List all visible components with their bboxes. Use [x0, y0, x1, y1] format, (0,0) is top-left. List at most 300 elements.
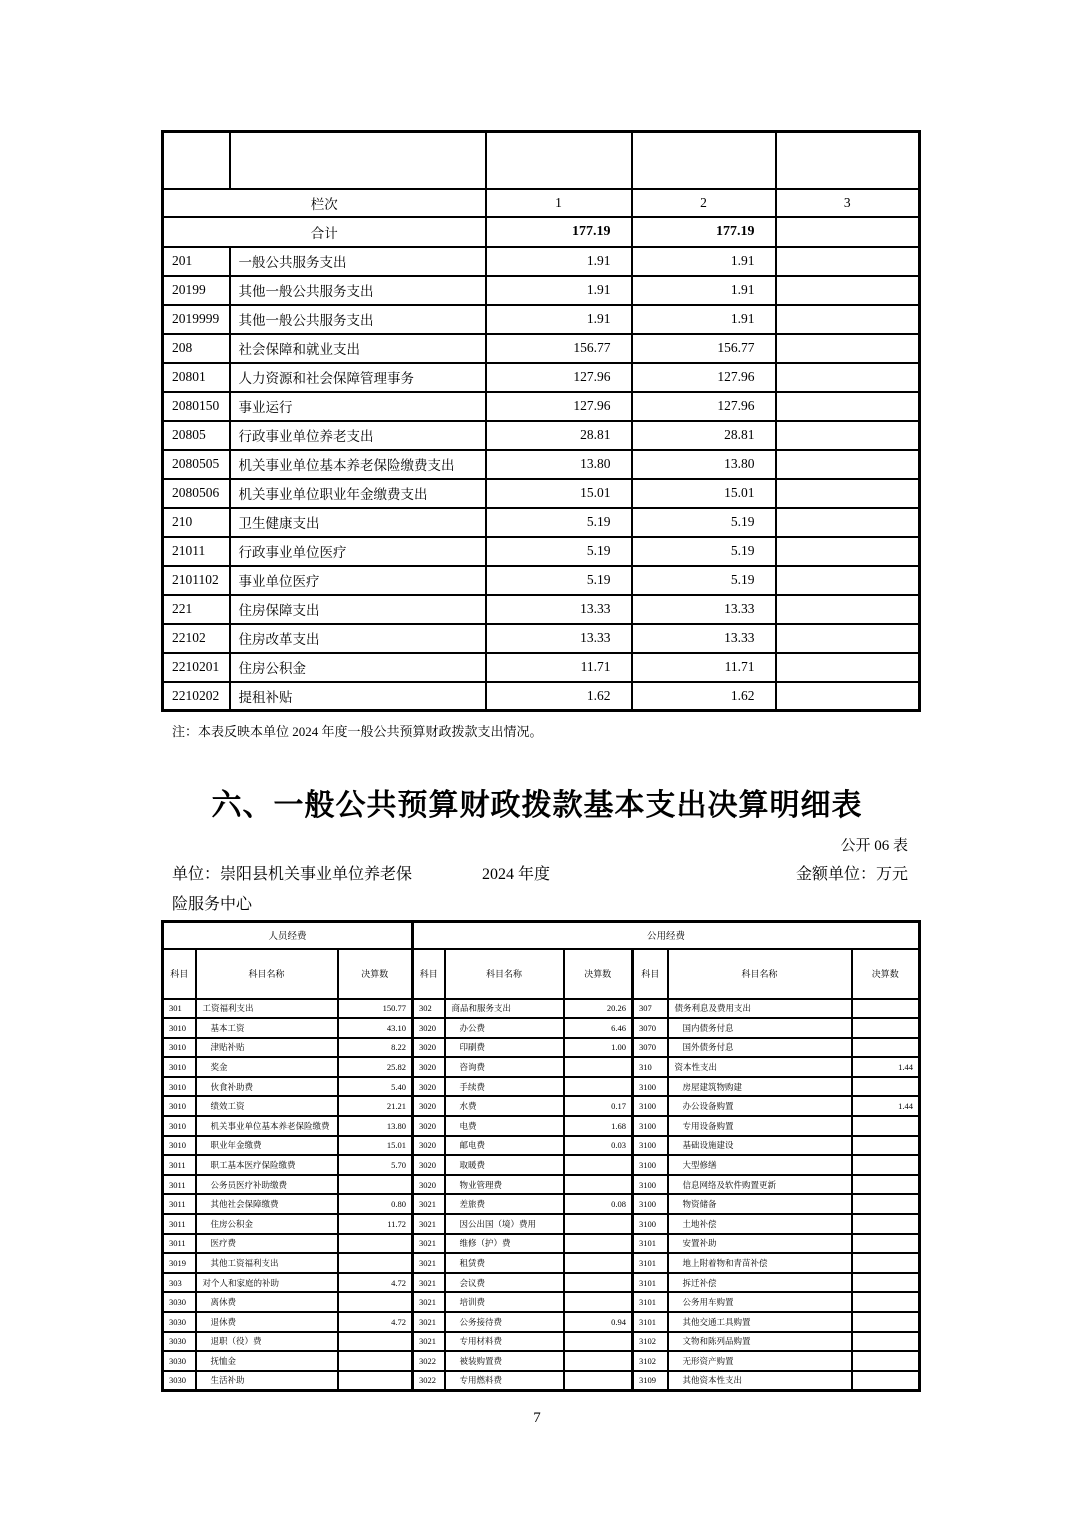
subject-code-cell: 3101 — [633, 1292, 668, 1312]
amount-cell — [776, 363, 920, 392]
subject-code-cell: 3102 — [633, 1332, 668, 1352]
amount-cell — [564, 1077, 633, 1097]
subject-code-cell: 3011 — [163, 1175, 196, 1195]
amount-cell — [564, 1273, 633, 1293]
final-amount-header: 决算数 — [852, 949, 920, 999]
subject-code-cell: 3100 — [633, 1096, 668, 1116]
amount-cell — [852, 1351, 920, 1371]
table-row — [163, 1057, 920, 1077]
subject-name-cell: 职工基本医疗保险缴费 — [196, 1155, 338, 1175]
column-number: 3 — [776, 189, 920, 217]
table-row — [163, 1175, 920, 1195]
subject-code-cell: 3070 — [633, 1038, 668, 1058]
subject-name-header: 科目名称 — [668, 949, 852, 999]
lanci-label: 栏次 — [163, 189, 486, 217]
total-value — [776, 217, 920, 247]
subject-code-cell: 3021 — [413, 1194, 445, 1214]
amount-cell: 0.17 — [564, 1096, 633, 1116]
subject-code-cell: 3100 — [633, 1175, 668, 1195]
amount-cell: 1.44 — [852, 1096, 920, 1116]
amount-cell — [564, 1057, 633, 1077]
amount-cell: 1.91 — [632, 247, 776, 276]
subject-name-cell: 公务用车购置 — [668, 1292, 852, 1312]
total-value: 177.19 — [486, 217, 632, 247]
amount-cell: 13.33 — [632, 595, 776, 624]
amount-cell — [776, 537, 920, 566]
subject-name-cell: 行政事业单位医疗 — [230, 537, 486, 566]
amount-cell: 13.33 — [486, 624, 632, 653]
amount-cell — [776, 247, 920, 276]
amount-cell — [338, 1253, 413, 1273]
column-number: 1 — [486, 189, 632, 217]
subject-name-cell: 公务员医疗补助缴费 — [196, 1175, 338, 1195]
empty-header-row — [163, 132, 920, 189]
amount-cell: 5.19 — [632, 566, 776, 595]
subject-name-cell: 其他资本性支出 — [668, 1371, 852, 1391]
subject-header: 科目 — [413, 949, 445, 999]
amount-cell: 1.91 — [486, 305, 632, 334]
amount-cell: 1.00 — [564, 1038, 633, 1058]
amount-cell — [852, 999, 920, 1019]
subject-name-cell: 因公出国（境）费用 — [445, 1214, 564, 1234]
subject-name-cell: 卫生健康支出 — [230, 508, 486, 537]
amount-cell — [852, 1214, 920, 1234]
subject-code-cell: 3100 — [633, 1077, 668, 1097]
empty-cell — [632, 132, 776, 189]
amount-cell: 15.01 — [338, 1136, 413, 1156]
empty-cell — [776, 132, 920, 189]
public-funds-header: 公用经费 — [413, 922, 920, 949]
subject-name-cell: 机关事业单位职业年金缴费支出 — [230, 479, 486, 508]
unit-name-line2: 险服务中心 — [172, 896, 253, 913]
subject-code-cell: 3101 — [633, 1253, 668, 1273]
subject-name-cell: 其他社会保障缴费 — [196, 1194, 338, 1214]
amount-cell: 15.01 — [632, 479, 776, 508]
table-row — [163, 1273, 920, 1293]
amount-cell — [564, 1351, 633, 1371]
amount-cell — [776, 653, 920, 682]
subject-header: 科目 — [633, 949, 668, 999]
amount-cell: 5.70 — [338, 1155, 413, 1175]
table-row — [163, 653, 920, 682]
amount-cell — [776, 566, 920, 595]
subject-code-cell: 3020 — [413, 1077, 445, 1097]
subject-name-cell: 住房公积金 — [230, 653, 486, 682]
amount-cell: 1.91 — [486, 247, 632, 276]
table-row — [163, 595, 920, 624]
subject-name-cell: 对个人和家庭的补助 — [196, 1273, 338, 1293]
amount-cell: 13.80 — [632, 450, 776, 479]
subject-name-cell: 水费 — [445, 1096, 564, 1116]
subject-name-cell: 邮电费 — [445, 1136, 564, 1156]
amount-cell: 21.21 — [338, 1096, 413, 1116]
subject-name-cell: 取暖费 — [445, 1155, 564, 1175]
amount-cell: 0.94 — [564, 1312, 633, 1332]
subject-code-cell: 3030 — [163, 1312, 196, 1332]
table-row — [163, 421, 920, 450]
subject-code-cell: 208 — [163, 334, 230, 363]
subject-code-cell: 3021 — [413, 1332, 445, 1352]
empty-cell — [230, 132, 486, 189]
table-row — [163, 363, 920, 392]
amount-cell — [776, 595, 920, 624]
column-index-row — [163, 189, 920, 217]
subject-code-cell: 3101 — [633, 1273, 668, 1293]
subject-name-cell: 商品和服务支出 — [445, 999, 564, 1019]
subject-code-cell: 3101 — [633, 1312, 668, 1332]
subject-name-cell: 其他工资福利支出 — [196, 1253, 338, 1273]
amount-cell: 5.19 — [486, 537, 632, 566]
subject-code-cell: 3011 — [163, 1194, 196, 1214]
subject-code-cell: 3100 — [633, 1155, 668, 1175]
subject-name-cell: 差旅费 — [445, 1194, 564, 1214]
empty-cell — [486, 132, 632, 189]
subject-code-cell: 3020 — [413, 1116, 445, 1136]
amount-cell: 13.33 — [632, 624, 776, 653]
subject-name-cell: 事业运行 — [230, 392, 486, 421]
table-row — [163, 392, 920, 421]
subject-code-cell: 3020 — [413, 1155, 445, 1175]
amount-cell — [776, 305, 920, 334]
amount-cell: 11.72 — [338, 1214, 413, 1234]
amount-cell — [852, 1312, 920, 1332]
table-row — [163, 479, 920, 508]
subject-name-cell: 公务接待费 — [445, 1312, 564, 1332]
subject-code-cell: 3070 — [633, 1018, 668, 1038]
subject-name-cell: 住房公积金 — [196, 1214, 338, 1234]
amount-cell: 0.08 — [564, 1194, 633, 1214]
subject-code-cell: 22102 — [163, 624, 230, 653]
subject-name-cell: 人力资源和社会保障管理事务 — [230, 363, 486, 392]
subject-name-cell: 大型修缮 — [668, 1155, 852, 1175]
subject-name-cell: 安置补助 — [668, 1234, 852, 1254]
subject-code-cell: 3011 — [163, 1214, 196, 1234]
amount-cell — [852, 1332, 920, 1352]
subject-code-cell: 3010 — [163, 1136, 196, 1156]
subject-code-cell: 3020 — [413, 1175, 445, 1195]
subject-code-cell: 3030 — [163, 1351, 196, 1371]
subject-code-cell: 3030 — [163, 1371, 196, 1391]
amount-cell — [776, 392, 920, 421]
subject-name-cell: 生活补助 — [196, 1371, 338, 1391]
amount-cell: 11.71 — [486, 653, 632, 682]
table-note: 注：本表反映本单位 2024 年度一般公共预算财政拨款支出情况。 — [172, 724, 543, 739]
table-row — [163, 305, 920, 334]
subject-code-cell: 3100 — [633, 1194, 668, 1214]
subject-code-cell: 3021 — [413, 1253, 445, 1273]
amount-cell: 1.91 — [632, 305, 776, 334]
subject-code-cell: 3100 — [633, 1116, 668, 1136]
subject-name-cell: 办公设备购置 — [668, 1096, 852, 1116]
amount-cell — [338, 1175, 413, 1195]
subject-code-cell: 3020 — [413, 1096, 445, 1116]
subject-code-cell: 3021 — [413, 1292, 445, 1312]
amount-cell: 5.19 — [486, 566, 632, 595]
subject-code-cell: 3022 — [413, 1351, 445, 1371]
amount-cell — [852, 1292, 920, 1312]
table-row — [163, 1194, 920, 1214]
table-row — [163, 1136, 920, 1156]
amount-cell — [852, 1194, 920, 1214]
amount-cell: 1.62 — [632, 682, 776, 711]
table-row — [163, 566, 920, 595]
subject-name-cell: 退职（役）费 — [196, 1332, 338, 1352]
subject-name-cell: 维修（护）费 — [445, 1234, 564, 1254]
subject-name-cell: 提租补贴 — [230, 682, 486, 711]
amount-cell — [852, 1175, 920, 1195]
amount-cell — [564, 1332, 633, 1352]
subject-code-cell: 302 — [413, 999, 445, 1019]
subject-code-cell: 3020 — [413, 1136, 445, 1156]
empty-cell — [163, 132, 230, 189]
subject-code-cell: 3101 — [633, 1234, 668, 1254]
personnel-funds-header: 人员经费 — [163, 922, 413, 949]
table-row — [163, 1096, 920, 1116]
table-row — [163, 1116, 920, 1136]
subject-code-cell: 2080506 — [163, 479, 230, 508]
subject-name-cell: 债务利息及费用支出 — [668, 999, 852, 1019]
table-row — [163, 1371, 920, 1391]
amount-cell: 5.40 — [338, 1077, 413, 1097]
subject-code-cell: 2101102 — [163, 566, 230, 595]
subject-name-cell: 工资福利支出 — [196, 999, 338, 1019]
total-row — [163, 217, 920, 247]
subject-name-cell: 物业管理费 — [445, 1175, 564, 1195]
amount-cell — [338, 1292, 413, 1312]
amount-cell: 127.96 — [632, 392, 776, 421]
subject-name-cell: 房屋建筑物购建 — [668, 1077, 852, 1097]
subject-name-cell: 退休费 — [196, 1312, 338, 1332]
subject-code-cell: 2210201 — [163, 653, 230, 682]
amount-cell — [564, 1234, 633, 1254]
amount-cell: 5.19 — [632, 537, 776, 566]
subject-code-cell: 3022 — [413, 1371, 445, 1391]
table-row — [163, 537, 920, 566]
amount-cell — [564, 1253, 633, 1273]
page-number: 7 — [533, 1410, 541, 1426]
table-row — [163, 508, 920, 537]
subject-code-cell: 20801 — [163, 363, 230, 392]
amount-cell — [852, 1077, 920, 1097]
subject-name-cell: 抚恤金 — [196, 1351, 338, 1371]
amount-cell: 1.68 — [564, 1116, 633, 1136]
amount-cell — [776, 479, 920, 508]
subject-code-cell: 3020 — [413, 1018, 445, 1038]
subject-name-cell: 培训费 — [445, 1292, 564, 1312]
subject-name-cell: 印刷费 — [445, 1038, 564, 1058]
amount-cell: 6.46 — [564, 1018, 633, 1038]
subject-name-cell: 专用燃料费 — [445, 1371, 564, 1391]
amount-cell — [338, 1234, 413, 1254]
subject-code-cell: 3020 — [413, 1057, 445, 1077]
subject-name-cell: 地上附着物和青苗补偿 — [668, 1253, 852, 1273]
amount-cell — [776, 508, 920, 537]
subject-name-cell: 津贴补贴 — [196, 1038, 338, 1058]
subject-name-cell: 专用材料费 — [445, 1332, 564, 1352]
amount-cell — [564, 1175, 633, 1195]
table-row — [163, 999, 920, 1019]
amount-cell: 156.77 — [632, 334, 776, 363]
amount-cell: 127.96 — [486, 392, 632, 421]
amount-cell: 13.80 — [338, 1116, 413, 1136]
amount-cell: 20.26 — [564, 999, 633, 1019]
table-row — [163, 682, 920, 711]
subject-name-cell: 社会保障和就业支出 — [230, 334, 486, 363]
subject-name-cell: 拆迁补偿 — [668, 1273, 852, 1293]
subject-code-cell: 3030 — [163, 1292, 196, 1312]
table-row — [163, 624, 920, 653]
subject-name-cell: 职业年金缴费 — [196, 1136, 338, 1156]
amount-cell — [852, 1234, 920, 1254]
amount-cell — [564, 1292, 633, 1312]
amount-cell: 43.10 — [338, 1018, 413, 1038]
subject-code-cell: 21011 — [163, 537, 230, 566]
subject-code-cell: 3021 — [413, 1234, 445, 1254]
subject-code-cell: 3021 — [413, 1273, 445, 1293]
subject-code-cell: 2210202 — [163, 682, 230, 711]
subject-code-cell: 3019 — [163, 1253, 196, 1273]
amount-cell — [338, 1351, 413, 1371]
subject-code-cell: 20805 — [163, 421, 230, 450]
amount-cell — [852, 1155, 920, 1175]
subject-name-cell: 一般公共服务支出 — [230, 247, 486, 276]
subject-code-cell: 221 — [163, 595, 230, 624]
subject-name-cell: 办公费 — [445, 1018, 564, 1038]
table-row — [163, 450, 920, 479]
amount-cell: 8.22 — [338, 1038, 413, 1058]
amount-cell — [852, 1038, 920, 1058]
column-header-row — [163, 949, 920, 999]
column-number: 2 — [632, 189, 776, 217]
subject-name-cell: 绩效工资 — [196, 1096, 338, 1116]
subject-name-cell: 电费 — [445, 1116, 564, 1136]
amount-cell — [338, 1371, 413, 1391]
subject-name-header: 科目名称 — [445, 949, 564, 999]
table-row — [163, 1077, 920, 1097]
amount-cell — [564, 1371, 633, 1391]
final-amount-header: 决算数 — [564, 949, 633, 999]
unit-name — [172, 860, 482, 920]
subject-name-cell: 会议费 — [445, 1273, 564, 1293]
subject-code-cell: 3010 — [163, 1096, 196, 1116]
subject-code-cell: 2019999 — [163, 305, 230, 334]
amount-cell: 1.91 — [486, 276, 632, 305]
subject-code-cell: 3021 — [413, 1312, 445, 1332]
amount-cell — [564, 1155, 633, 1175]
subject-name-cell: 土地补偿 — [668, 1214, 852, 1234]
subject-code-cell: 3010 — [163, 1018, 196, 1038]
amount-cell — [852, 1018, 920, 1038]
final-amount-header: 决算数 — [338, 949, 413, 999]
subject-code-cell: 3011 — [163, 1234, 196, 1254]
subject-name-cell: 机关事业单位基本养老保险缴费 — [196, 1116, 338, 1136]
subject-code-cell: 3020 — [413, 1038, 445, 1058]
table-row — [163, 1312, 920, 1332]
amount-cell — [776, 421, 920, 450]
amount-cell: 28.81 — [632, 421, 776, 450]
subject-code-cell: 3010 — [163, 1077, 196, 1097]
amount-cell: 15.01 — [486, 479, 632, 508]
amount-cell: 0.03 — [564, 1136, 633, 1156]
amount-cell: 5.19 — [632, 508, 776, 537]
subject-code-cell: 307 — [633, 999, 668, 1019]
subject-name-cell: 租赁费 — [445, 1253, 564, 1273]
table-row — [163, 1018, 920, 1038]
amount-cell — [338, 1332, 413, 1352]
section-title: 六、一般公共预算财政拨款基本支出决算明细表 — [211, 789, 863, 822]
subject-name-cell: 手续费 — [445, 1077, 564, 1097]
subject-code-cell: 3010 — [163, 1057, 196, 1077]
amount-cell: 28.81 — [486, 421, 632, 450]
subject-name-cell: 其他一般公共服务支出 — [230, 276, 486, 305]
subject-name-cell: 国内债务付息 — [668, 1018, 852, 1038]
subject-name-cell: 医疗费 — [196, 1234, 338, 1254]
fiscal-year: 2024 年度 — [482, 866, 551, 883]
group-header-row — [163, 922, 920, 949]
subject-name-cell: 咨询费 — [445, 1057, 564, 1077]
subject-name-cell: 住房改革支出 — [230, 624, 486, 653]
subject-code-cell: 201 — [163, 247, 230, 276]
amount-cell — [776, 276, 920, 305]
amount-cell: 127.96 — [486, 363, 632, 392]
table-row — [163, 276, 920, 305]
total-value: 177.19 — [632, 217, 776, 247]
amount-cell — [852, 1273, 920, 1293]
amount-cell: 156.77 — [486, 334, 632, 363]
subject-code-cell: 3100 — [633, 1136, 668, 1156]
table-row — [163, 1332, 920, 1352]
subject-code-cell: 3011 — [163, 1155, 196, 1175]
amount-cell — [852, 1253, 920, 1273]
amount-cell: 0.80 — [338, 1194, 413, 1214]
subject-name-cell: 其他一般公共服务支出 — [230, 305, 486, 334]
amount-cell: 13.80 — [486, 450, 632, 479]
table-row — [163, 1155, 920, 1175]
amount-cell: 1.62 — [486, 682, 632, 711]
subject-name-cell: 资本性支出 — [668, 1057, 852, 1077]
subject-code-cell: 3102 — [633, 1351, 668, 1371]
amount-cell: 13.33 — [486, 595, 632, 624]
subject-name-cell: 物资储备 — [668, 1194, 852, 1214]
subject-code-cell: 310 — [633, 1057, 668, 1077]
subject-name-cell: 奖金 — [196, 1057, 338, 1077]
amount-cell — [776, 334, 920, 363]
amount-cell — [564, 1214, 633, 1234]
subject-code-cell: 301 — [163, 999, 196, 1019]
subject-name-cell: 机关事业单位基本养老保险缴费支出 — [230, 450, 486, 479]
table-row — [163, 1214, 920, 1234]
table-row — [163, 1253, 920, 1273]
table-meta-row — [172, 860, 908, 920]
subject-code-cell: 3021 — [413, 1214, 445, 1234]
subject-name-cell: 事业单位医疗 — [230, 566, 486, 595]
subject-name-cell: 被装购置费 — [445, 1351, 564, 1371]
subject-name-cell: 专用设备购置 — [668, 1116, 852, 1136]
amount-cell — [776, 682, 920, 711]
subject-name-header: 科目名称 — [196, 949, 338, 999]
amount-cell: 127.96 — [632, 363, 776, 392]
amount-cell: 4.72 — [338, 1273, 413, 1293]
subject-code-cell: 3010 — [163, 1038, 196, 1058]
amount-cell: 1.91 — [632, 276, 776, 305]
amount-cell — [852, 1116, 920, 1136]
subject-code-cell: 3030 — [163, 1332, 196, 1352]
table-code-label: 公开 06 表 — [840, 838, 908, 854]
amount-cell: 11.71 — [632, 653, 776, 682]
amount-cell — [776, 450, 920, 479]
subject-name-cell: 无形资产购置 — [668, 1351, 852, 1371]
amount-unit: 金额单位：万元 — [795, 866, 908, 883]
